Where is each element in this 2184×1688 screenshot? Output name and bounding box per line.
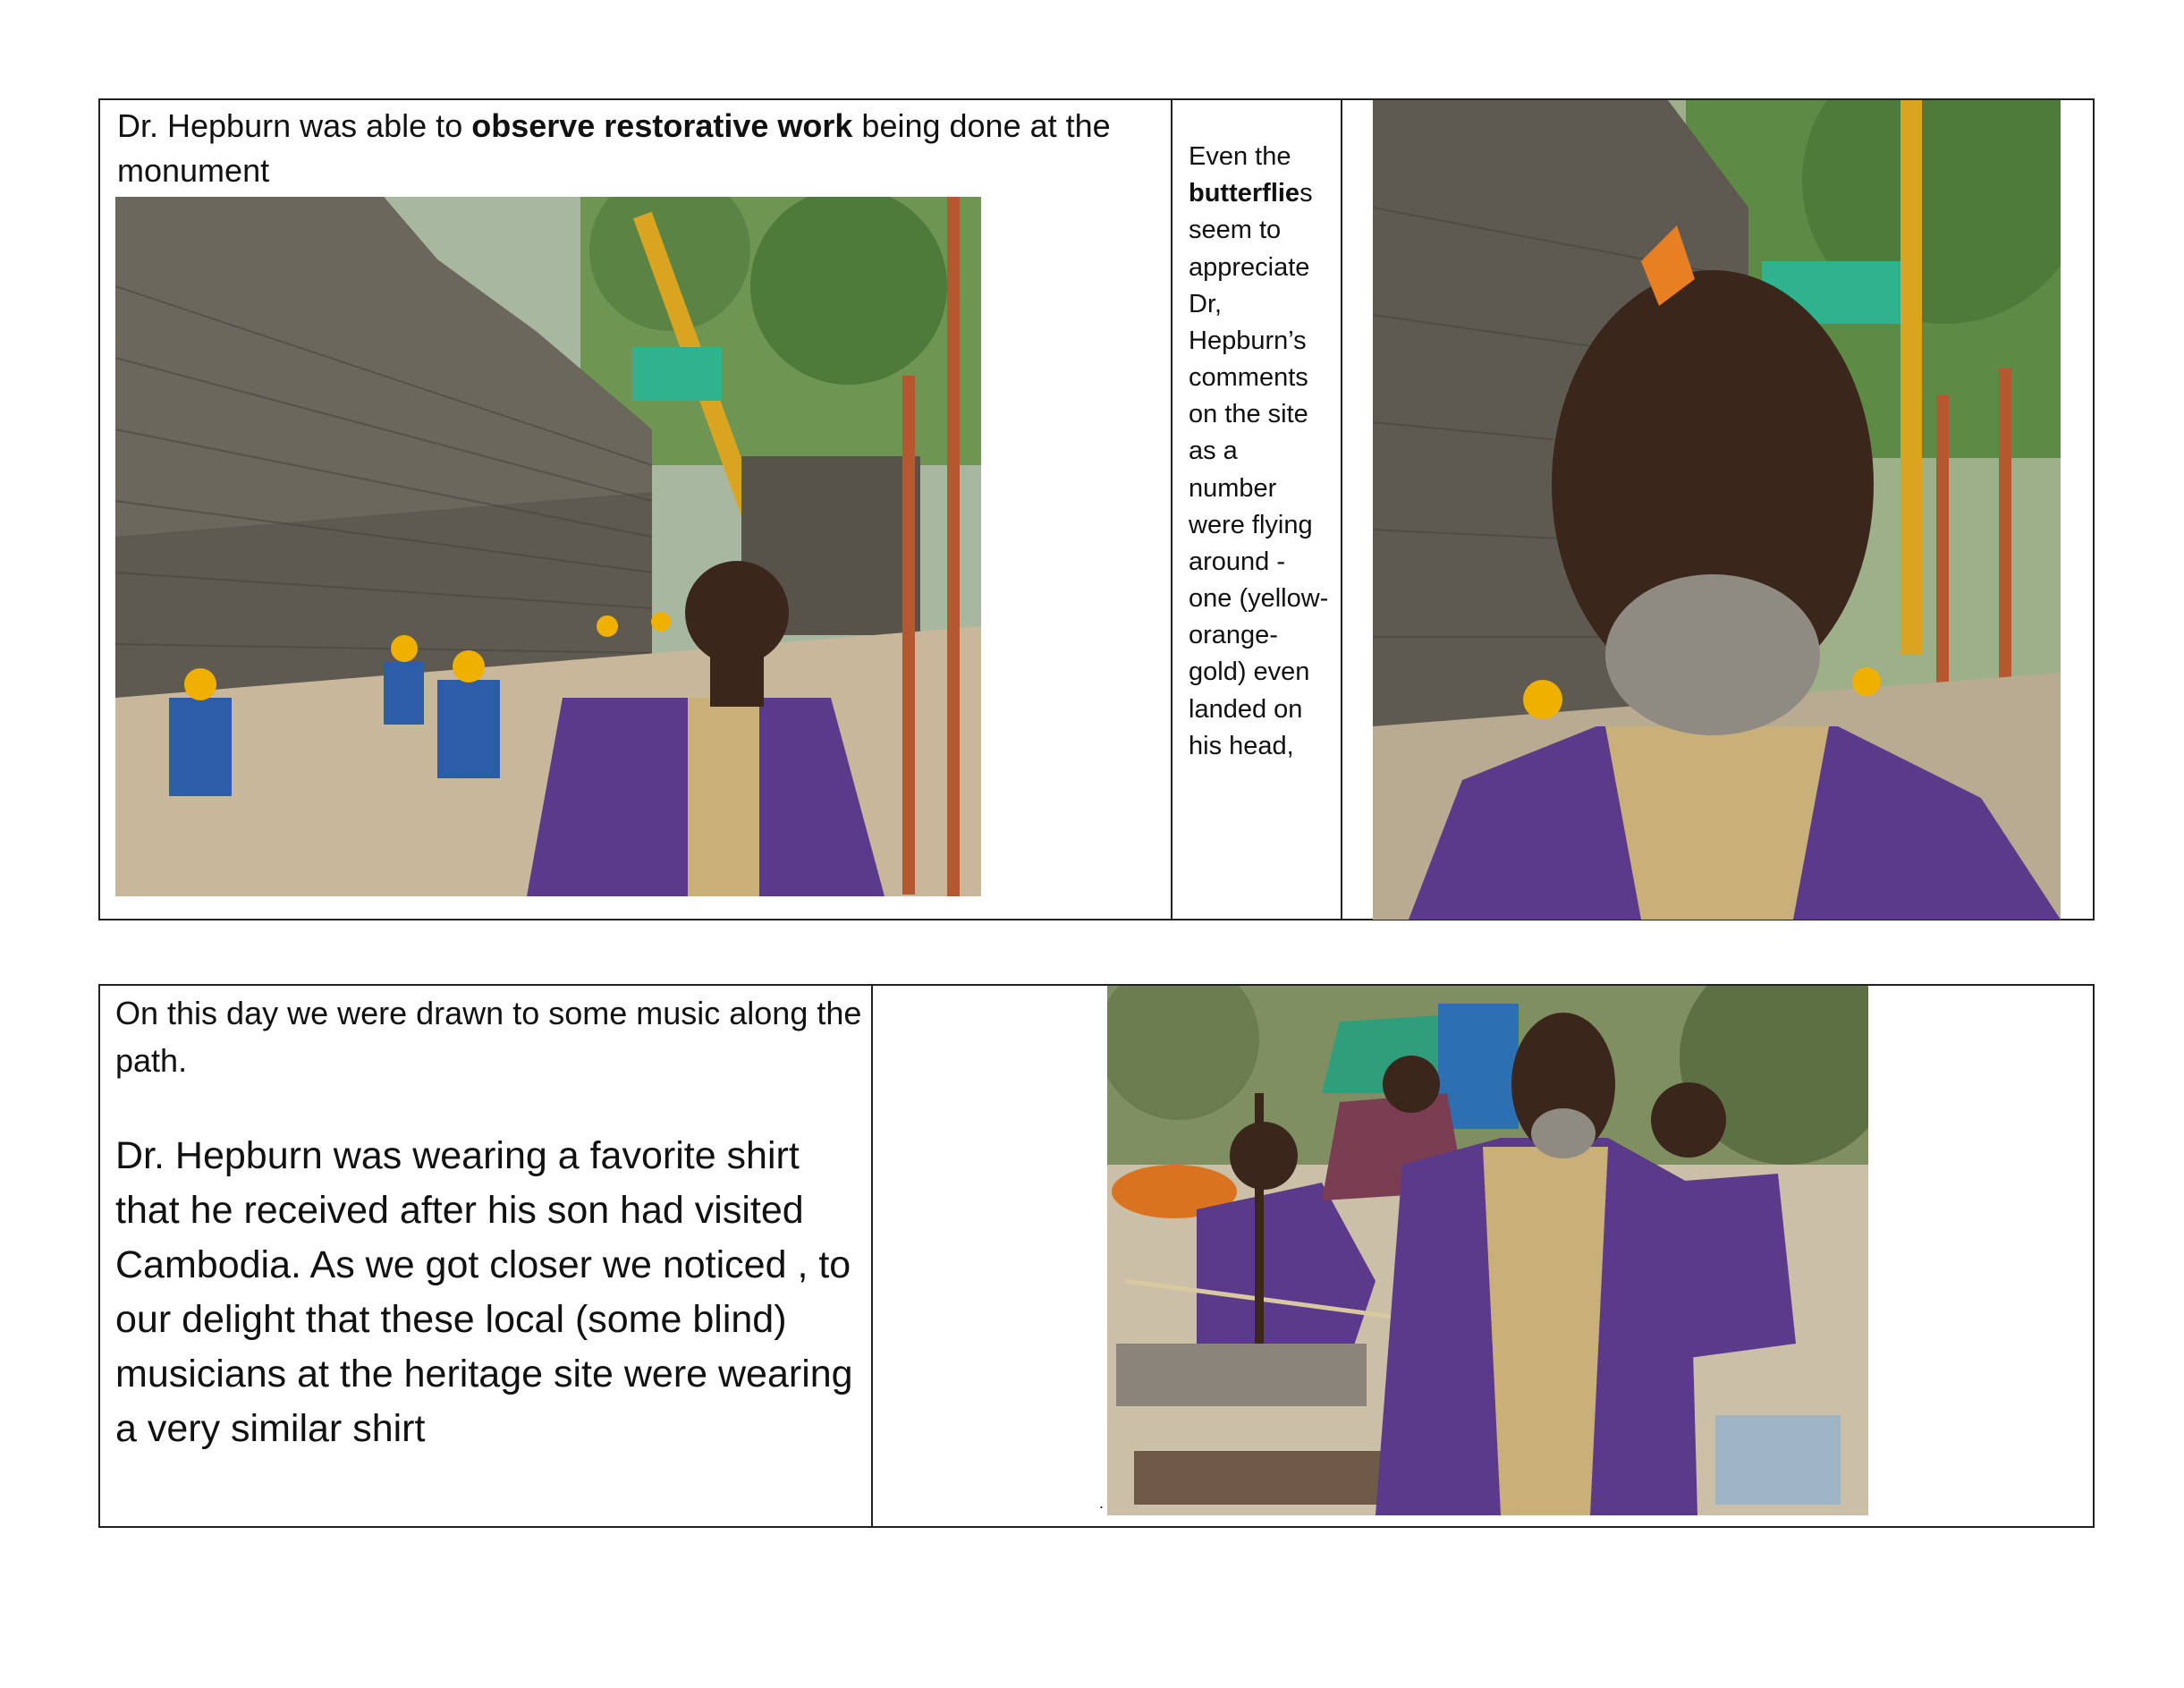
restoration-table — [98, 98, 2095, 920]
restoration-site-image — [115, 197, 981, 896]
shirt-story-text: Dr. Hepburn was wearing a favorite shirt that he received after his son had visited Cambodia. As we got closer we noticed , to our delight that these local (some blind) musicians at the heritage site were wearing a very similar shirt — [115, 1134, 853, 1451]
musicians-table — [98, 984, 2095, 1528]
caption-bold-text: observe restorative work — [471, 107, 853, 144]
table-divider — [871, 986, 873, 1526]
musicians-image — [1107, 986, 1868, 1515]
caption-text: Dr. Hepburn was able to — [117, 107, 472, 144]
portrait-image — [1373, 100, 2061, 920]
restoration-site-photo — [115, 197, 981, 896]
stray-mark: . — [1099, 1494, 1105, 1512]
table-divider — [1341, 100, 1342, 919]
caption-text: Even the — [1189, 142, 1291, 171]
caption-text: s seem to appreciate Dr, Hepburn’s comments on the site as a number were flying around - one (yellow-orange-gold) even landed on his head, — [1189, 179, 1329, 760]
restoration-caption — [117, 104, 1164, 192]
butterfly-caption — [1189, 139, 1332, 765]
musicians-photo — [1107, 986, 1868, 1515]
butterfly-portrait-photo — [1373, 100, 2061, 920]
caption-bold-text: butterflie — [1189, 179, 1300, 208]
table-divider — [1171, 100, 1172, 919]
music-intro-text: On this day we were drawn to some music along the path. — [115, 995, 862, 1080]
caption-text: being done at the monument — [117, 107, 1111, 189]
